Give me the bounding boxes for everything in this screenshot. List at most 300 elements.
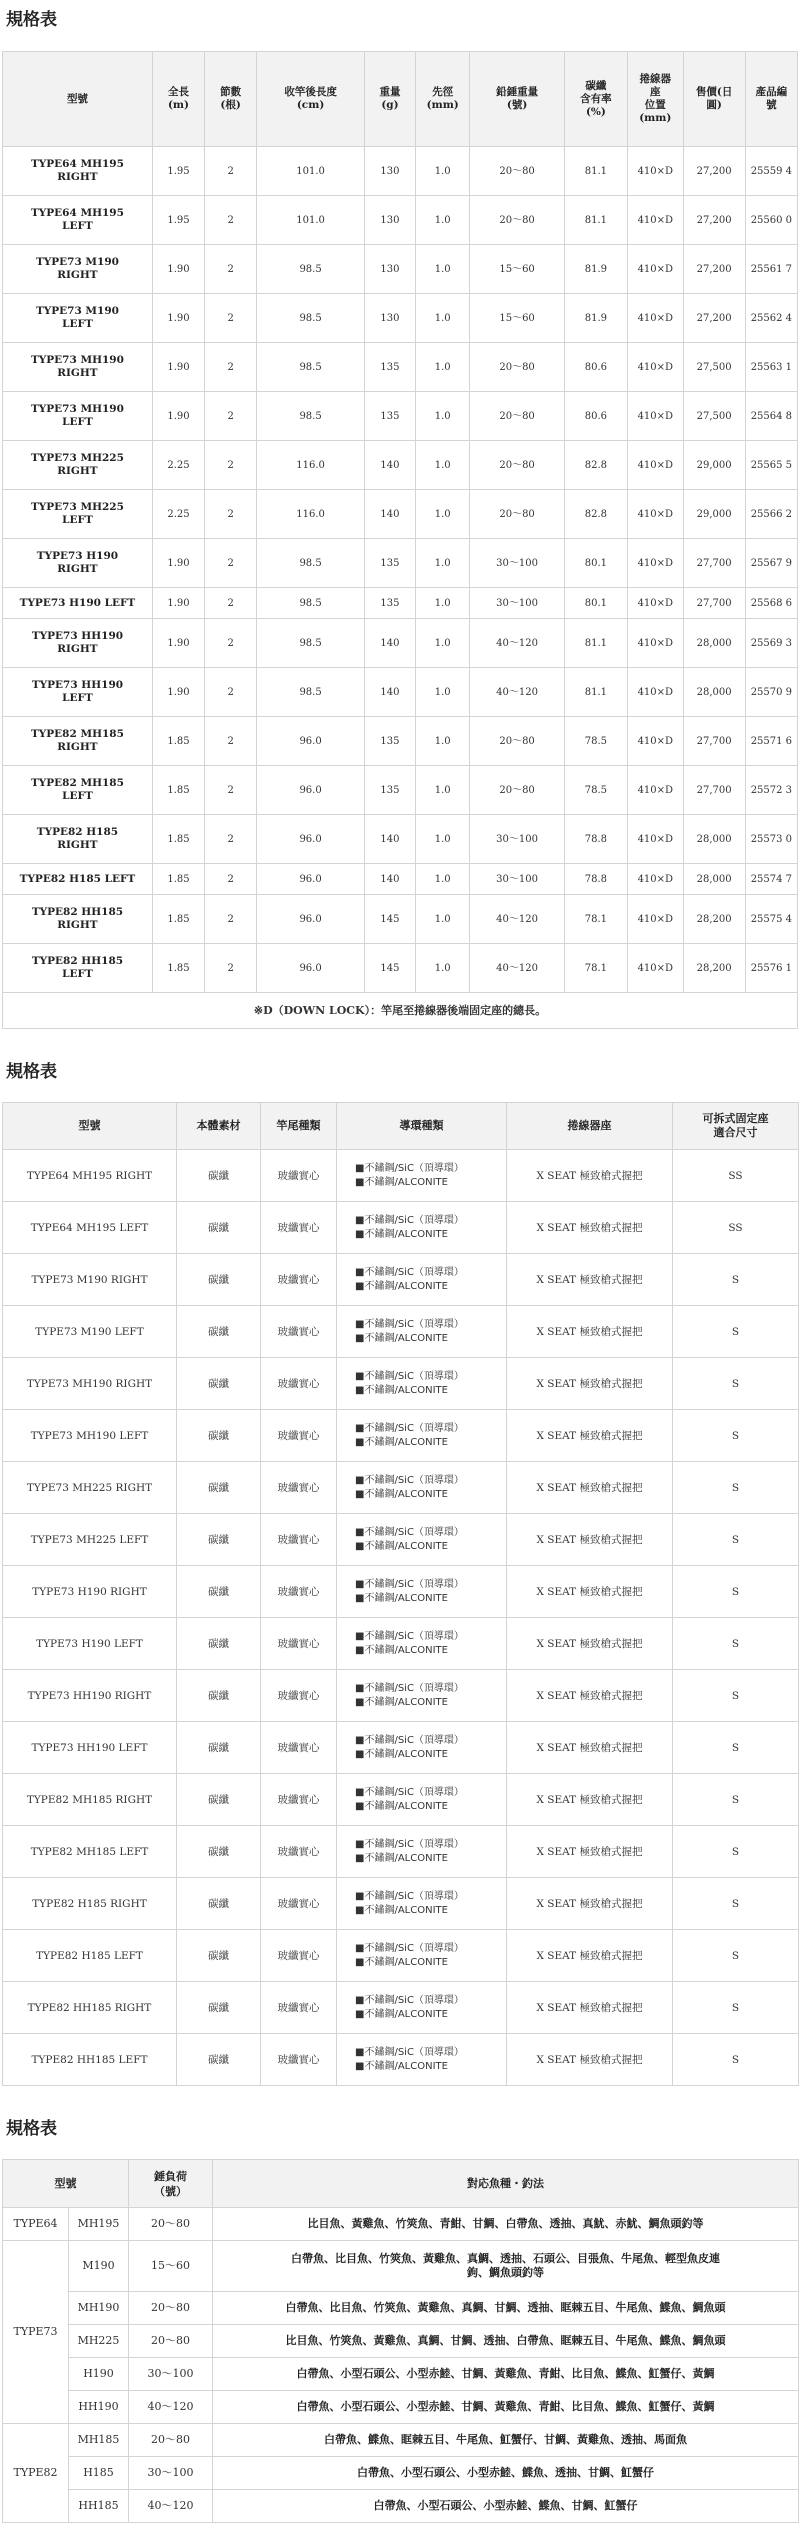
spec-cell: 20～80 xyxy=(470,717,564,766)
spec-cell: 410×D xyxy=(628,441,684,490)
material-reelseat-cell: X SEAT 極致槍式握把 xyxy=(507,2034,673,2086)
spec-cell: 2 xyxy=(205,766,257,815)
spec-cell: 140 xyxy=(364,815,415,864)
spec-cell: 1.85 xyxy=(152,944,204,993)
material-body-cell: 碳纖 xyxy=(177,1930,261,1982)
spec-cell: 1.95 xyxy=(152,196,204,245)
spec-cell: 116.0 xyxy=(257,441,365,490)
material-reelseat-cell: X SEAT 極致槍式握把 xyxy=(507,1618,673,1670)
spec-cell: 135 xyxy=(364,343,415,392)
material-reelseat-cell: X SEAT 極致槍式握把 xyxy=(507,1150,673,1202)
material-butt-cell: 玻纖實心 xyxy=(261,1514,337,1566)
spec-row xyxy=(3,668,798,717)
material-butt-cell: 玻纖實心 xyxy=(261,2034,337,2086)
spec-cell: 116.0 xyxy=(257,490,365,539)
spec-cell: 101.0 xyxy=(257,147,365,196)
spec-cell: 29,000 xyxy=(683,441,745,490)
spec-cell: 20～80 xyxy=(470,441,564,490)
spec-cell: 25572 3 xyxy=(745,766,797,815)
section-title-specs-2: 規格表 xyxy=(6,1062,57,1082)
spec-model-cell: TYPE82 H185 RIGHT xyxy=(3,815,153,864)
material-body-cell: 碳纖 xyxy=(177,1514,261,1566)
spec-cell: 25569 3 xyxy=(745,619,797,668)
spec-cell: 410×D xyxy=(628,245,684,294)
spec-row xyxy=(3,619,798,668)
spec-cell: 28,000 xyxy=(683,864,745,895)
material-size-cell: S xyxy=(673,1618,799,1670)
material-size-cell: S xyxy=(673,1358,799,1410)
material-model-cell: TYPE82 MH185 LEFT xyxy=(3,1826,177,1878)
spec-cell: 2 xyxy=(205,147,257,196)
spec-model-cell: TYPE73 M190 LEFT xyxy=(3,294,153,343)
fish-model-cell: MH195 xyxy=(69,2208,129,2241)
fish-load-cell: 20～80 xyxy=(129,2325,213,2358)
spec-cell: 20～80 xyxy=(470,490,564,539)
fish-row xyxy=(3,2325,799,2358)
material-reelseat-cell: X SEAT 極致槍式握把 xyxy=(507,1982,673,2034)
fish-load-cell: 20～80 xyxy=(129,2292,213,2325)
spec-cell: 1.85 xyxy=(152,864,204,895)
material-model-cell: TYPE73 M190 LEFT xyxy=(3,1306,177,1358)
spec-cell: 410×D xyxy=(628,343,684,392)
spec-cell: 140 xyxy=(364,619,415,668)
spec-cell: 1.0 xyxy=(415,717,469,766)
material-size-cell: S xyxy=(673,2034,799,2086)
spec-cell: 78.1 xyxy=(564,895,627,944)
material-guide-cell: ■不鏽鋼/SiC（頂導環） ■不鏽鋼/ALCONITE xyxy=(337,1514,507,1566)
material-row xyxy=(3,1722,799,1774)
material-size-cell: S xyxy=(673,1670,799,1722)
material-butt-cell: 玻纖實心 xyxy=(261,1930,337,1982)
material-row xyxy=(3,1202,799,1254)
spec-cell: 1.0 xyxy=(415,490,469,539)
fish-species-cell: 白帶魚、鰈魚、眶棘五目、牛尾魚、魟蟹仔、甘鯛、黃雞魚、透抽、馬面魚 xyxy=(213,2424,799,2457)
material-guide-cell: ■不鏽鋼/SiC（頂導環） ■不鏽鋼/ALCONITE xyxy=(337,1982,507,2034)
material-reelseat-cell: X SEAT 極致槍式握把 xyxy=(507,1514,673,1566)
material-guide-cell: ■不鏽鋼/SiC（頂導環） ■不鏽鋼/ALCONITE xyxy=(337,1826,507,1878)
spec-cell: 25560 0 xyxy=(745,196,797,245)
spec-note: ※D（DOWN LOCK）：竿尾至捲線器後端固定座的總長。 xyxy=(3,993,798,1029)
material-row xyxy=(3,1254,799,1306)
fish-table xyxy=(2,2159,799,2523)
material-reelseat-cell: X SEAT 極致槍式握把 xyxy=(507,1774,673,1826)
material-row xyxy=(3,1826,799,1878)
material-reelseat-cell: X SEAT 極致槍式握把 xyxy=(507,1566,673,1618)
fish-species-cell: 白帶魚、比目魚、竹筴魚、黃雞魚、真鯛、甘鯛、透抽、眶棘五目、牛尾魚、鰈魚、鯛魚頭 xyxy=(213,2292,799,2325)
spec-row xyxy=(3,245,798,294)
spec-cell: 130 xyxy=(364,245,415,294)
spec-cell: 2 xyxy=(205,196,257,245)
material-table xyxy=(2,1102,799,2086)
spec-cell: 1.0 xyxy=(415,944,469,993)
spec-table xyxy=(2,51,798,1029)
spec-cell: 30～100 xyxy=(470,815,564,864)
material-row xyxy=(3,1410,799,1462)
material-size-cell: S xyxy=(673,1462,799,1514)
material-guide-cell: ■不鏽鋼/SiC（頂導環） ■不鏽鋼/ALCONITE xyxy=(337,1150,507,1202)
spec-cell: 2 xyxy=(205,895,257,944)
spec-cell: 25565 5 xyxy=(745,441,797,490)
material-row xyxy=(3,1150,799,1202)
material-body-cell: 碳纖 xyxy=(177,1618,261,1670)
spec-model-cell: TYPE73 HH190 LEFT xyxy=(3,668,153,717)
spec-cell: 81.1 xyxy=(564,619,627,668)
spec-cell: 410×D xyxy=(628,895,684,944)
fish-species-cell: 比目魚、黃雞魚、竹筴魚、青魽、甘鯛、白帶魚、透抽、真魷、赤魷、鯛魚頭釣等 xyxy=(213,2208,799,2241)
fish-row xyxy=(3,2358,799,2391)
spec-cell: 82.8 xyxy=(564,490,627,539)
spec-cell: 1.90 xyxy=(152,392,204,441)
fish-load-cell: 30～100 xyxy=(129,2358,213,2391)
spec-cell: 2 xyxy=(205,864,257,895)
spec-cell: 15～60 xyxy=(470,245,564,294)
spec-cell: 81.1 xyxy=(564,147,627,196)
material-body-cell: 碳纖 xyxy=(177,1722,261,1774)
spec-cell: 27,200 xyxy=(683,147,745,196)
fish-row xyxy=(3,2208,799,2241)
material-body-cell: 碳纖 xyxy=(177,1410,261,1462)
material-guide-cell: ■不鏽鋼/SiC（頂導環） ■不鏽鋼/ALCONITE xyxy=(337,1306,507,1358)
spec-cell: 25573 0 xyxy=(745,815,797,864)
spec-row xyxy=(3,441,798,490)
material-reelseat-cell: X SEAT 極致槍式握把 xyxy=(507,1722,673,1774)
spec-cell: 30～100 xyxy=(470,864,564,895)
material-row xyxy=(3,2034,799,2086)
fish-model-cell: H190 xyxy=(69,2358,129,2391)
material-model-cell: TYPE82 H185 RIGHT xyxy=(3,1878,177,1930)
spec-cell: 25571 6 xyxy=(745,717,797,766)
material-reelseat-cell: X SEAT 極致槍式握把 xyxy=(507,1410,673,1462)
spec-model-cell: TYPE82 MH185 RIGHT xyxy=(3,717,153,766)
material-row xyxy=(3,1774,799,1826)
material-header-cell: 可拆式固定座 適合尺寸 xyxy=(673,1103,799,1150)
fish-model-cell: MH225 xyxy=(69,2325,129,2358)
material-model-cell: TYPE64 MH195 LEFT xyxy=(3,1202,177,1254)
spec-cell: 80.1 xyxy=(564,539,627,588)
spec-cell: 78.1 xyxy=(564,944,627,993)
spec-cell: 78.8 xyxy=(564,864,627,895)
spec-cell: 140 xyxy=(364,668,415,717)
spec-model-cell: TYPE82 HH185 LEFT xyxy=(3,944,153,993)
fish-header-model: 型號 xyxy=(3,2160,129,2208)
spec-cell: 1.0 xyxy=(415,343,469,392)
spec-cell: 2 xyxy=(205,539,257,588)
spec-cell: 40～120 xyxy=(470,619,564,668)
material-row xyxy=(3,1930,799,1982)
spec-model-cell: TYPE82 HH185 RIGHT xyxy=(3,895,153,944)
spec-row xyxy=(3,147,798,196)
material-butt-cell: 玻纖實心 xyxy=(261,1722,337,1774)
spec-cell: 2 xyxy=(205,245,257,294)
spec-cell: 96.0 xyxy=(257,895,365,944)
material-guide-cell: ■不鏽鋼/SiC（頂導環） ■不鏽鋼/ALCONITE xyxy=(337,1358,507,1410)
spec-cell: 135 xyxy=(364,588,415,619)
material-guide-cell: ■不鏽鋼/SiC（頂導環） ■不鏽鋼/ALCONITE xyxy=(337,2034,507,2086)
fish-load-cell: 20～80 xyxy=(129,2424,213,2457)
material-row xyxy=(3,1566,799,1618)
spec-model-cell: TYPE82 H185 LEFT xyxy=(3,864,153,895)
material-model-cell: TYPE64 MH195 RIGHT xyxy=(3,1150,177,1202)
spec-note-row xyxy=(3,993,798,1029)
spec-cell: 140 xyxy=(364,490,415,539)
spec-cell: 98.5 xyxy=(257,619,365,668)
spec-header-cell: 售價(日 圓) xyxy=(683,52,745,147)
fish-model-cell: MH185 xyxy=(69,2424,129,2457)
spec-cell: 98.5 xyxy=(257,588,365,619)
material-body-cell: 碳纖 xyxy=(177,1202,261,1254)
material-butt-cell: 玻纖實心 xyxy=(261,1878,337,1930)
spec-cell: 1.85 xyxy=(152,895,204,944)
spec-cell: 25568 6 xyxy=(745,588,797,619)
material-reelseat-cell: X SEAT 極致槍式握把 xyxy=(507,1670,673,1722)
spec-cell: 98.5 xyxy=(257,668,365,717)
material-butt-cell: 玻纖實心 xyxy=(261,1826,337,1878)
spec-cell: 1.0 xyxy=(415,864,469,895)
spec-cell: 25567 9 xyxy=(745,539,797,588)
spec-cell: 15～60 xyxy=(470,294,564,343)
spec-cell: 82.8 xyxy=(564,441,627,490)
spec-cell: 40～120 xyxy=(470,895,564,944)
material-size-cell: S xyxy=(673,1982,799,2034)
material-model-cell: TYPE73 MH190 RIGHT xyxy=(3,1358,177,1410)
material-size-cell: S xyxy=(673,1566,799,1618)
spec-cell: 2 xyxy=(205,294,257,343)
spec-row xyxy=(3,588,798,619)
fish-model-cell: H185 xyxy=(69,2457,129,2490)
spec-cell: 410×D xyxy=(628,815,684,864)
material-reelseat-cell: X SEAT 極致槍式握把 xyxy=(507,1306,673,1358)
material-header-cell: 導環種類 xyxy=(337,1103,507,1150)
material-body-cell: 碳纖 xyxy=(177,1826,261,1878)
spec-cell: 27,700 xyxy=(683,766,745,815)
spec-cell: 2.25 xyxy=(152,441,204,490)
spec-cell: 98.5 xyxy=(257,392,365,441)
spec-cell: 80.6 xyxy=(564,392,627,441)
spec-cell: 20～80 xyxy=(470,343,564,392)
spec-cell: 410×D xyxy=(628,668,684,717)
spec-cell: 25566 2 xyxy=(745,490,797,539)
material-model-cell: TYPE73 HH190 LEFT xyxy=(3,1722,177,1774)
spec-cell: 25561 7 xyxy=(745,245,797,294)
spec-row xyxy=(3,766,798,815)
spec-header-cell: 碳纖 含有率 (%) xyxy=(564,52,627,147)
spec-cell: 1.0 xyxy=(415,588,469,619)
spec-cell: 410×D xyxy=(628,864,684,895)
spec-cell: 140 xyxy=(364,441,415,490)
material-row xyxy=(3,1462,799,1514)
fish-header-load: 錘負荷 （號） xyxy=(129,2160,213,2208)
fish-group-cell: TYPE82 xyxy=(3,2424,69,2523)
spec-header-cell: 型號 xyxy=(3,52,153,147)
spec-cell: 29,000 xyxy=(683,490,745,539)
spec-cell: 1.0 xyxy=(415,441,469,490)
fish-species-cell: 白帶魚、比目魚、竹筴魚、黃雞魚、真鯛、透抽、石頭公、目張魚、牛尾魚、輕型魚皮連 鉤、鯛魚頭釣等 xyxy=(213,2241,799,2292)
material-butt-cell: 玻纖實心 xyxy=(261,1306,337,1358)
spec-cell: 30～100 xyxy=(470,539,564,588)
material-model-cell: TYPE73 MH225 RIGHT xyxy=(3,1462,177,1514)
fish-model-cell: M190 xyxy=(69,2241,129,2292)
fish-row xyxy=(3,2424,799,2457)
spec-cell: 135 xyxy=(364,539,415,588)
material-butt-cell: 玻纖實心 xyxy=(261,1618,337,1670)
material-body-cell: 碳纖 xyxy=(177,1462,261,1514)
spec-row xyxy=(3,815,798,864)
spec-header-cell: 捲線器 座 位置 (mm) xyxy=(628,52,684,147)
spec-model-cell: TYPE73 MH225 LEFT xyxy=(3,490,153,539)
spec-cell: 96.0 xyxy=(257,864,365,895)
spec-cell: 1.85 xyxy=(152,815,204,864)
spec-model-cell: TYPE73 MH190 RIGHT xyxy=(3,343,153,392)
spec-header-cell: 產品編 號 xyxy=(745,52,797,147)
fish-species-cell: 比目魚、竹筴魚、黃雞魚、真鯛、甘鯛、透抽、白帶魚、眶棘五目、牛尾魚、鰈魚、鯛魚頭 xyxy=(213,2325,799,2358)
spec-header-cell: 節數 (根) xyxy=(205,52,257,147)
material-size-cell: S xyxy=(673,1410,799,1462)
fish-species-cell: 白帶魚、小型石頭公、小型赤鯥、甘鯛、黃雞魚、青魽、比目魚、鰈魚、魟蟹仔、黃鯛 xyxy=(213,2358,799,2391)
material-body-cell: 碳纖 xyxy=(177,2034,261,2086)
spec-cell: 410×D xyxy=(628,294,684,343)
spec-row xyxy=(3,895,798,944)
spec-cell: 2 xyxy=(205,588,257,619)
spec-cell: 2 xyxy=(205,343,257,392)
spec-cell: 2 xyxy=(205,490,257,539)
spec-cell: 410×D xyxy=(628,490,684,539)
spec-cell: 20～80 xyxy=(470,147,564,196)
fish-row xyxy=(3,2490,799,2523)
spec-cell: 81.9 xyxy=(564,294,627,343)
material-model-cell: TYPE73 HH190 RIGHT xyxy=(3,1670,177,1722)
fish-load-cell: 40～120 xyxy=(129,2490,213,2523)
material-reelseat-cell: X SEAT 極致槍式握把 xyxy=(507,1254,673,1306)
fish-row xyxy=(3,2391,799,2424)
material-size-cell: S xyxy=(673,1826,799,1878)
spec-cell: 27,700 xyxy=(683,539,745,588)
fish-species-cell: 白帶魚、小型石頭公、小型赤鯥、鰈魚、透抽、甘鯛、魟蟹仔 xyxy=(213,2457,799,2490)
spec-model-cell: TYPE73 H190 RIGHT xyxy=(3,539,153,588)
spec-cell: 25564 8 xyxy=(745,392,797,441)
spec-header-cell: 先徑 (mm) xyxy=(415,52,469,147)
spec-cell: 1.0 xyxy=(415,766,469,815)
spec-cell: 410×D xyxy=(628,539,684,588)
spec-row xyxy=(3,196,798,245)
material-guide-cell: ■不鏽鋼/SiC（頂導環） ■不鏽鋼/ALCONITE xyxy=(337,1930,507,1982)
spec-header-cell: 重量 (g) xyxy=(364,52,415,147)
spec-cell: 27,700 xyxy=(683,717,745,766)
material-row xyxy=(3,1358,799,1410)
spec-cell: 2 xyxy=(205,441,257,490)
spec-cell: 130 xyxy=(364,147,415,196)
material-model-cell: TYPE73 MH190 LEFT xyxy=(3,1410,177,1462)
spec-cell: 27,200 xyxy=(683,245,745,294)
material-size-cell: S xyxy=(673,1514,799,1566)
spec-model-cell: TYPE64 MH195 RIGHT xyxy=(3,147,153,196)
spec-cell: 25574 7 xyxy=(745,864,797,895)
material-guide-cell: ■不鏽鋼/SiC（頂導環） ■不鏽鋼/ALCONITE xyxy=(337,1202,507,1254)
material-size-cell: S xyxy=(673,1774,799,1826)
material-butt-cell: 玻纖實心 xyxy=(261,1202,337,1254)
spec-cell: 96.0 xyxy=(257,815,365,864)
material-butt-cell: 玻纖實心 xyxy=(261,1150,337,1202)
fish-load-cell: 15～60 xyxy=(129,2241,213,2292)
material-model-cell: TYPE73 MH225 LEFT xyxy=(3,1514,177,1566)
spec-row xyxy=(3,539,798,588)
material-model-cell: TYPE82 HH185 RIGHT xyxy=(3,1982,177,2034)
material-model-cell: TYPE73 H190 LEFT xyxy=(3,1618,177,1670)
material-model-cell: TYPE82 H185 LEFT xyxy=(3,1930,177,1982)
spec-row xyxy=(3,392,798,441)
material-butt-cell: 玻纖實心 xyxy=(261,1774,337,1826)
material-header-cell: 捲線器座 xyxy=(507,1103,673,1150)
spec-cell: 98.5 xyxy=(257,245,365,294)
spec-cell: 25576 1 xyxy=(745,944,797,993)
material-body-cell: 碳纖 xyxy=(177,1566,261,1618)
spec-cell: 2 xyxy=(205,815,257,864)
spec-cell: 1.90 xyxy=(152,619,204,668)
spec-cell: 25570 9 xyxy=(745,668,797,717)
spec-cell: 27,500 xyxy=(683,392,745,441)
material-model-cell: TYPE73 H190 RIGHT xyxy=(3,1566,177,1618)
spec-cell: 2 xyxy=(205,392,257,441)
spec-cell: 1.90 xyxy=(152,294,204,343)
material-butt-cell: 玻纖實心 xyxy=(261,1982,337,2034)
spec-row xyxy=(3,343,798,392)
spec-cell: 28,200 xyxy=(683,895,745,944)
spec-cell: 96.0 xyxy=(257,717,365,766)
fish-row xyxy=(3,2241,799,2292)
spec-model-cell: TYPE64 MH195 LEFT xyxy=(3,196,153,245)
material-butt-cell: 玻纖實心 xyxy=(261,1670,337,1722)
material-row xyxy=(3,1618,799,1670)
material-reelseat-cell: X SEAT 極致槍式握把 xyxy=(507,1358,673,1410)
spec-cell: 1.90 xyxy=(152,343,204,392)
material-model-cell: TYPE82 MH185 RIGHT xyxy=(3,1774,177,1826)
material-body-cell: 碳纖 xyxy=(177,1982,261,2034)
material-reelseat-cell: X SEAT 極致槍式握把 xyxy=(507,1878,673,1930)
spec-cell: 135 xyxy=(364,717,415,766)
material-row xyxy=(3,1306,799,1358)
material-header-cell: 型號 xyxy=(3,1103,177,1150)
material-body-cell: 碳纖 xyxy=(177,1878,261,1930)
material-size-cell: SS xyxy=(673,1202,799,1254)
spec-cell: 2 xyxy=(205,668,257,717)
fish-row xyxy=(3,2457,799,2490)
spec-cell: 410×D xyxy=(628,619,684,668)
spec-cell: 20～80 xyxy=(470,766,564,815)
spec-cell: 2 xyxy=(205,944,257,993)
spec-model-cell: TYPE82 MH185 LEFT xyxy=(3,766,153,815)
spec-cell: 1.85 xyxy=(152,766,204,815)
material-size-cell: S xyxy=(673,1878,799,1930)
spec-cell: 96.0 xyxy=(257,766,365,815)
spec-table-header-row xyxy=(3,52,798,147)
spec-cell: 98.5 xyxy=(257,294,365,343)
material-reelseat-cell: X SEAT 極致槍式握把 xyxy=(507,1202,673,1254)
spec-cell: 1.90 xyxy=(152,668,204,717)
spec-cell: 98.5 xyxy=(257,343,365,392)
spec-cell: 25559 4 xyxy=(745,147,797,196)
spec-model-cell: TYPE73 H190 LEFT xyxy=(3,588,153,619)
spec-cell: 20～80 xyxy=(470,196,564,245)
fish-row xyxy=(3,2292,799,2325)
material-body-cell: 碳纖 xyxy=(177,1774,261,1826)
spec-model-cell: TYPE73 HH190 RIGHT xyxy=(3,619,153,668)
fish-table-header-row xyxy=(3,2160,799,2208)
spec-cell: 1.90 xyxy=(152,539,204,588)
material-size-cell: S xyxy=(673,1722,799,1774)
spec-cell: 2 xyxy=(205,717,257,766)
spec-row xyxy=(3,944,798,993)
spec-cell: 78.5 xyxy=(564,766,627,815)
material-butt-cell: 玻纖實心 xyxy=(261,1462,337,1514)
